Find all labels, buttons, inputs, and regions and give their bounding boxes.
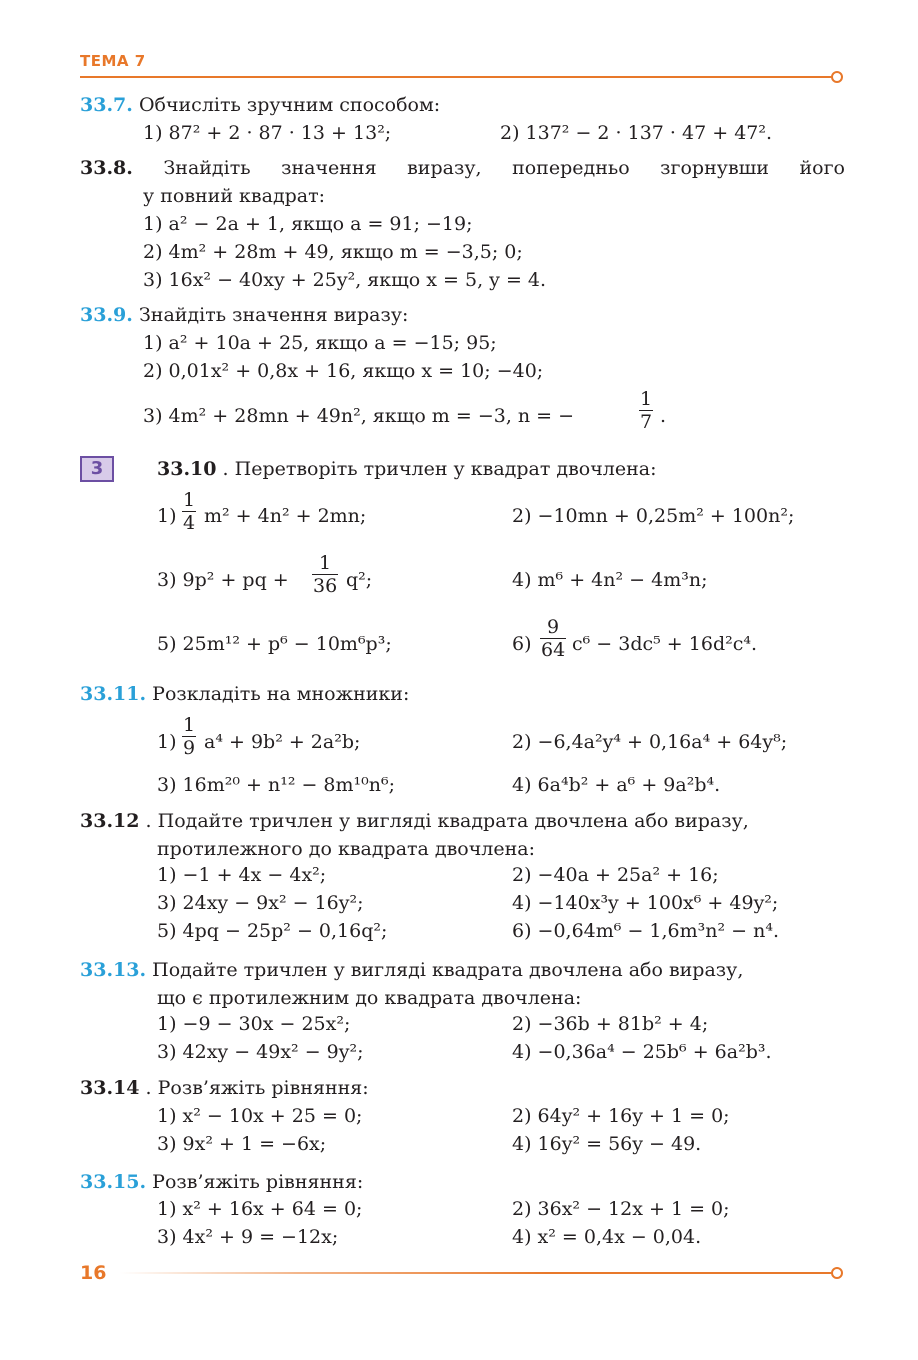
exercise-number: 33.15. [80, 1171, 147, 1193]
fraction-numerator: 1 [312, 552, 338, 575]
exercise-text-line [512, 1224, 701, 1250]
exercise-text-line [500, 120, 772, 146]
line-text: . [660, 405, 667, 427]
exercise-text-line [143, 330, 497, 356]
exercise-text-line [512, 1103, 730, 1129]
exercise-heading-line [80, 1169, 363, 1195]
line-text: у повний квадрат: [143, 185, 326, 207]
header-rule-end-circle [831, 71, 843, 83]
exercise-number: 33.10 [157, 458, 217, 480]
exercise-text-line [512, 631, 532, 657]
exercise-text-line [512, 1011, 708, 1037]
footer-rule [120, 1272, 832, 1274]
line-text: 3) 16x² − 40xy + 25y², якщо x = 5, y = 4. [143, 269, 547, 291]
exercise-text-line [157, 836, 535, 862]
line-text: 4) x² = 0,4x − 0,04. [512, 1226, 702, 1248]
exercise-text-line [157, 772, 395, 798]
exercise-heading-line [80, 155, 845, 181]
line-text: 1) 87² + 2 · 87 · 13 + 13²; [143, 122, 392, 144]
exercise-number: 33.14 [80, 1077, 140, 1099]
line-text: 4) 6a⁴b² + a⁶ + 9a²b⁴. [512, 774, 721, 796]
line-text: 1) −1 + 4x − 4x²; [157, 864, 327, 886]
exercise-text-line [157, 1011, 350, 1037]
page-number: 16 [80, 1262, 107, 1284]
line-text: 3) 4m² + 28mn + 49n², якщо m = −3, n = − [143, 405, 575, 427]
exercise-text-line [660, 403, 666, 429]
exercise-text-line [157, 1103, 362, 1129]
exercise-heading-line [80, 1075, 369, 1101]
line-text: 2) −10mn + 0,25m² + 100n²; [512, 505, 795, 527]
exercise-number: 33.8. [80, 157, 133, 179]
line-text: 6) [512, 633, 532, 655]
line-text: . Подайте тричлен у вигляді квадрата двочлена або виразу, [145, 810, 749, 832]
exercise-heading-line [80, 957, 743, 983]
line-text: 2) −40a + 25a² + 16; [512, 864, 719, 886]
fraction-denominator: 4 [183, 512, 196, 534]
exercise-text-line [512, 567, 707, 593]
difficulty-level-badge: 3 [80, 456, 114, 482]
exercise-text-line [143, 120, 391, 146]
line-text: a⁴ + 9b² + 2a²b; [204, 731, 361, 753]
line-text: протилежного до квадрата двочлена: [157, 838, 536, 860]
line-text: 5) 25m¹² + p⁶ − 10m⁶p³; [157, 633, 392, 655]
line-text: Знайдіть значення виразу, попередньо згорнувши його [163, 157, 845, 179]
fraction-numerator: 9 [540, 616, 566, 639]
exercise-text-line [157, 918, 387, 944]
line-text: 1) a² + 10a + 25, якщо a = −15; 95; [143, 332, 497, 354]
line-text: 2) −6,4a²y⁴ + 0,16a⁴ + 64y⁸; [512, 731, 788, 753]
topic-header: ТЕМА 7 [80, 52, 146, 70]
exercise-number: 33.9. [80, 304, 133, 326]
exercise-text-line [204, 729, 360, 755]
exercise-number: 33.11. [80, 683, 147, 705]
exercise-text-line [143, 267, 546, 293]
fraction [312, 552, 338, 597]
exercise-text-line [157, 631, 392, 657]
line-text: що є протилежним до квадрата двочлена: [157, 987, 582, 1009]
fraction-denominator: 64 [541, 639, 566, 661]
line-text: 4) −0,36a⁴ − 25b⁶ + 6a²b³. [512, 1041, 772, 1063]
fraction-denominator: 9 [183, 737, 196, 759]
fraction [182, 714, 196, 759]
exercise-text-line [512, 862, 719, 888]
exercise-text-line [143, 183, 325, 209]
line-text: Розв’яжіть рівняння: [152, 1171, 364, 1193]
line-text: 3) 16m²⁰ + n¹² − 8m¹⁰n⁶; [157, 774, 396, 796]
line-text: 3) 24xy − 9x² − 16y²; [157, 892, 364, 914]
line-text: 4) m⁶ + 4n² − 4m³n; [512, 569, 708, 591]
fraction-numerator: 1 [183, 714, 196, 736]
exercise-text-line [157, 1224, 338, 1250]
exercise-text-line [512, 503, 794, 529]
line-text: Обчисліть зручним способом: [138, 94, 441, 116]
exercise-text-line [512, 729, 787, 755]
line-text: m² + 4n² + 2mn; [204, 505, 367, 527]
line-text: 1) a² − 2a + 1, якщо a = 91; −19; [143, 213, 473, 235]
line-text: . Розв’яжіть рівняння: [145, 1077, 369, 1099]
exercise-text-line [204, 503, 366, 529]
line-text: Знайдіть значення виразу: [138, 304, 409, 326]
exercise-text-line [157, 862, 326, 888]
line-text: Подайте тричлен у вигляді квадрата двочлена або виразу, [152, 959, 744, 981]
line-text: 2) 64y² + 16y + 1 = 0; [512, 1105, 730, 1127]
line-text: c⁶ − 3dc⁵ + 16d²c⁴. [572, 633, 758, 655]
line-text: 1) x² + 16x + 64 = 0; [157, 1198, 363, 1220]
exercise-text-line [346, 567, 372, 593]
exercise-heading-line [80, 681, 409, 707]
line-text: 3) 42xy − 49x² − 9y²; [157, 1041, 364, 1063]
line-text: 2) 36x² − 12x + 1 = 0; [512, 1198, 730, 1220]
fraction [182, 489, 196, 534]
line-text: 2) 137² − 2 · 137 · 47 + 47². [500, 122, 773, 144]
line-text: 2) 4m² + 28m + 49, якщо m = −3,5; 0; [143, 241, 523, 263]
line-text: 2) −36b + 81b² + 4; [512, 1013, 709, 1035]
footer-rule-end-circle [831, 1267, 843, 1279]
exercise-text-line [512, 890, 778, 916]
header-rule [80, 76, 832, 78]
exercise-heading-line [157, 456, 657, 482]
line-text: 1) −9 − 30x − 25x²; [157, 1013, 351, 1035]
exercise-text-line [157, 503, 177, 529]
exercise-text-line [143, 239, 523, 265]
line-text: 3) 4x² + 9 = −12x; [157, 1226, 339, 1248]
fraction-denominator: 36 [313, 575, 338, 597]
exercise-number: 33.12 [80, 810, 140, 832]
exercise-number: 33.13. [80, 959, 147, 981]
exercise-text-line [157, 567, 289, 593]
exercise-text-line [512, 918, 779, 944]
exercise-text-line [143, 403, 574, 429]
exercise-text-line [157, 729, 177, 755]
line-text: 5) 4pq − 25p² − 0,16q²; [157, 920, 388, 942]
exercise-heading-line [80, 302, 408, 328]
line-text: 4) 16y² = 56y − 49. [512, 1133, 702, 1155]
fraction-denominator: 7 [640, 411, 653, 433]
line-text: 4) −140x³y + 100x⁶ + 49y²; [512, 892, 779, 914]
line-text: 2) 0,01x² + 0,8x + 16, якщо x = 10; −40; [143, 360, 544, 382]
fraction [540, 616, 566, 661]
fraction-numerator: 1 [640, 388, 653, 410]
exercise-text-line [143, 211, 473, 237]
exercise-text-line [512, 772, 720, 798]
line-text: 1) [157, 505, 177, 527]
exercise-heading-line [80, 92, 440, 118]
line-text: Розкладіть на множники: [152, 683, 410, 705]
line-text: 6) −0,64m⁶ − 1,6m³n² − n⁴. [512, 920, 779, 942]
exercise-text-line [572, 631, 757, 657]
exercise-heading-line [80, 808, 749, 834]
fraction-numerator: 1 [183, 489, 196, 511]
exercise-text-line [157, 1131, 326, 1157]
line-text: 3) 9x² + 1 = −6x; [157, 1133, 327, 1155]
exercise-text-line [512, 1196, 730, 1222]
exercise-text-line [157, 1196, 362, 1222]
fraction [639, 388, 653, 433]
line-text: 3) 9p² + pq + [157, 569, 289, 591]
exercise-text-line [143, 358, 543, 384]
exercise-text-line [157, 1039, 364, 1065]
line-text: 1) [157, 731, 177, 753]
line-text: . Перетворіть тричлен у квадрат двочлена: [222, 458, 657, 480]
line-text: q²; [346, 569, 373, 591]
exercise-text-line [157, 890, 364, 916]
exercise-text-line [512, 1131, 701, 1157]
exercise-text-line [512, 1039, 772, 1065]
line-text: 1) x² − 10x + 25 = 0; [157, 1105, 363, 1127]
exercise-number: 33.7. [80, 94, 133, 116]
exercise-text-line [157, 985, 581, 1011]
